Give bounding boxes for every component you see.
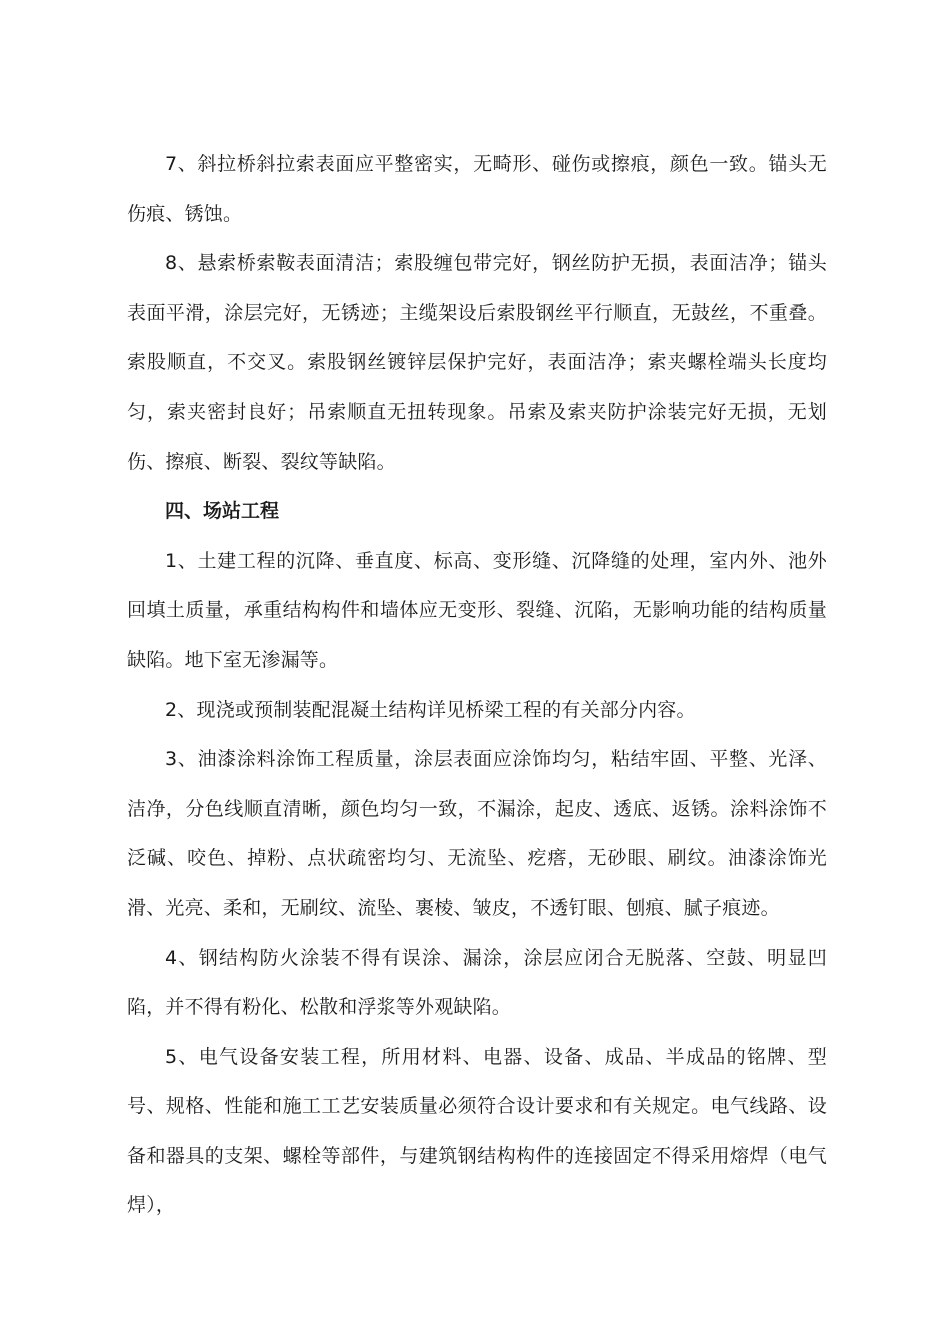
section-paragraph-3: 3、油漆涂料涂饰工程质量，涂层表面应涂饰均匀，粘结牢固、平整、光泽、洁净，分色线顺直清晰，颜色均匀一致，不漏涂，起皮、透底、返锈。涂料涂饰不泛碱、咬色、掉粉、点状疏密均匀、无流坠、疙瘩，无砂眼、刷纹。油漆涂饰光滑、光亮、柔和，无刷纹、流坠、裹棱、皱皮，不透钉眼、刨痕、腻子痕迹。 (127, 748, 827, 919)
section-paragraph-5: 5、电气设备安装工程，所用材料、电器、设备、成品、半成品的铭牌、型号、规格、性能和施工工艺安装质量必须符合设计要求和有关规定。电气线路、设备和器具的支架、螺栓等部件，与建筑钢结构构件的连接固定不得采用熔焊（电气焊）， (127, 1045, 827, 1217)
section-heading: 四、场站工程 (165, 500, 280, 523)
section-paragraph-2: 2、现浇或预制装配混凝土结构详见桥梁工程的有关部分内容。 (165, 698, 696, 721)
paragraph-item-7: 7、斜拉桥斜拉索表面应平整密实，无畸形、碰伤或擦痕，颜色一致。锚头无伤痕、锈蚀。 (127, 153, 827, 225)
document-body (127, 140, 827, 1231)
section-paragraph-1: 1、土建工程的沉降、垂直度、标高、变形缝、沉降缝的处理，室内外、池外回填土质量，承重结构构件和墙体应无变形、裂缝、沉陷，无影响功能的结构质量缺陷。地下室无渗漏等。 (127, 549, 827, 671)
paragraph-item-8: 8、悬索桥索鞍表面清洁；索股缠包带完好，钢丝防护无损，表面洁净；锚头表面平滑，涂层完好，无锈迹；主缆架设后索股钢丝平行顺直，无鼓丝，不重叠。索股顺直，不交叉。索股钢丝镀锌层保护完好，表面洁净；索夹螺栓端头长度均匀，索夹密封良好；吊索顺直无扭转现象。吊索及索夹防护涂装完好无损，无划伤、擦痕、断裂、裂纹等缺陷。 (127, 252, 827, 473)
section-paragraph-4: 4、钢结构防火涂装不得有误涂、漏涂，涂层应闭合无脱落、空鼓、明显凹陷，并不得有粉化、松散和浮浆等外观缺陷。 (127, 946, 827, 1019)
